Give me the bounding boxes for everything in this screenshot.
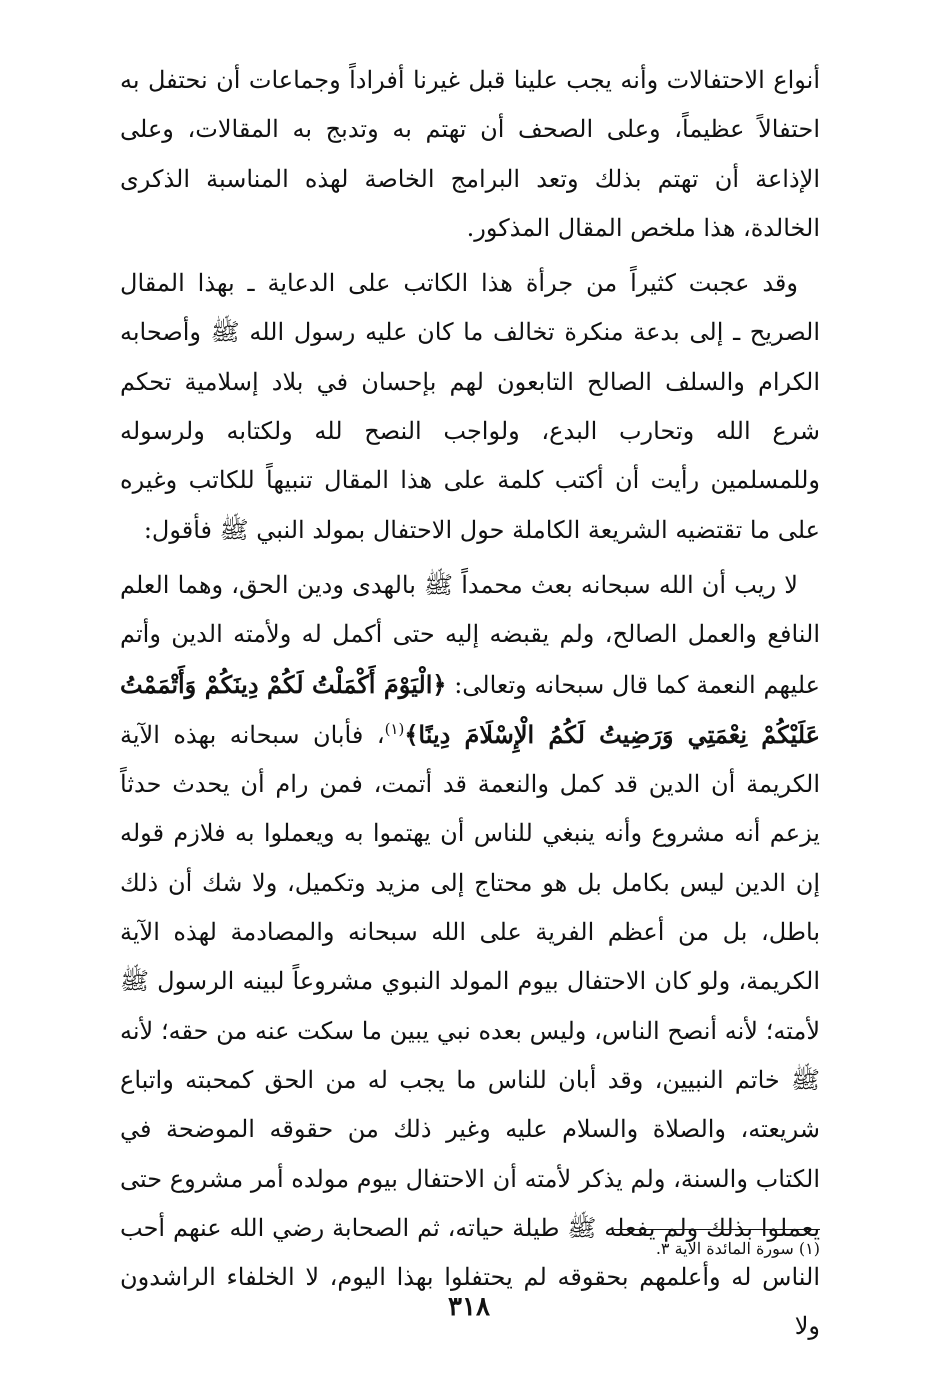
footnote: (١) سورة المائدة الآية ٣. (655, 1239, 820, 1258)
paragraph-1: أنواع الاحتفالات وأنه يجب علينا قبل غيرنا أفراداً وجماعات أن نحتفل به احتفالاً عظيماً، وعلى الصحف أن تهتم به وتدبج به المقالات، وعلى الإذاعة أن تهتم بذلك وتعد البرامج الخاصة لهذه المناسبة الذكرى الخالدة، هذا ملخص المقال المذكور. (120, 66, 820, 242)
footnote-reference: (١) (384, 719, 405, 738)
paragraph-3-continuation: ، فأبان سبحانه بهذه الآية الكريمة أن الدين قد كمل والنعمة قد أتمت، فمن رام أن يحدث حدثاً يزعم أنه مشروع وأنه ينبغي للناس أن يهتموا به ويعملوا به فلازم قوله إن الدين ليس بكامل بل هو محتاج إلى مزيد وتكميل، ولا شك أن ذلك باطل، بل من أعظم الفرية على الله سبحانه والمصادمة لهذه الآية الكريمة، ولو كان الاحتفال بيوم المولد النبوي مشروعاً لبينه الرسول ﷺ لأمته؛ لأنه أنصح الناس، وليس بعده نبي يبين ما سكت عنه من حقه؛ لأنه ﷺ خاتم النبيين، وقد أبان للناس ما يجب له من الحق كمحبته واتباع شريعته، والصلاة والسلام عليه وغير ذلك من حقوقه الموضحة في الكتاب والسنة، ولم يذكر لأمته أن الاحتفال بيوم مولده أمر مشروع حتى يعملوا بذلك ولم يفعله ﷺ طيلة حياته، ثم الصحابة رضي الله عنهم أحب الناس له وأعلمهم بحقوقه لم يحتفلوا بهذا اليوم، لا الخلفاء الراشدون ولا (120, 720, 820, 1341)
quran-verse: ﴿الْيَوْمَ أَكْمَلْتُ لَكُمْ دِينَكُمْ وَأَتْمَمْتُ عَلَيْكُمْ نِعْمَتِي وَرَضِيتُ لَكُمُ الْإِسْلَامَ دِينًا﴾ (120, 669, 820, 749)
paragraph-3 (120, 561, 820, 1352)
page-body (120, 56, 820, 1352)
footnote-separator (614, 1229, 820, 1230)
page-number: ٣١٨ (448, 1292, 490, 1322)
paragraph-3-intro: لا ريب أن الله سبحانه بعث محمداً ﷺ بالهدى ودين الحق، وهما العلم النافع والعمل الصالح، ولم يقبضه إليه حتى أكمل له ولأمته الدين وأتم عليهم النعمة كما قال سبحانه وتعالى: (120, 570, 820, 699)
paragraph-2: وقد عجبت كثيراً من جرأة هذا الكاتب على الدعاية ـ بهذا المقال الصريح ـ إلى بدعة منكرة تخالف ما كان عليه رسول الله ﷺ وأصحابه الكرام والسلف الصالح التابعون لهم بإحسان في بلاد إسلامية تحكم شرع الله وتحارب البدع، ولواجب النصح لله ولكتابه ولرسوله وللمسلمين رأيت أن أكتب كلمة على هذا المقال تنبيهاً للكاتب وغيره على ما تقتضيه الشريعة الكاملة حول الاحتفال بمولد النبي ﷺ فأقول: (120, 269, 820, 544)
